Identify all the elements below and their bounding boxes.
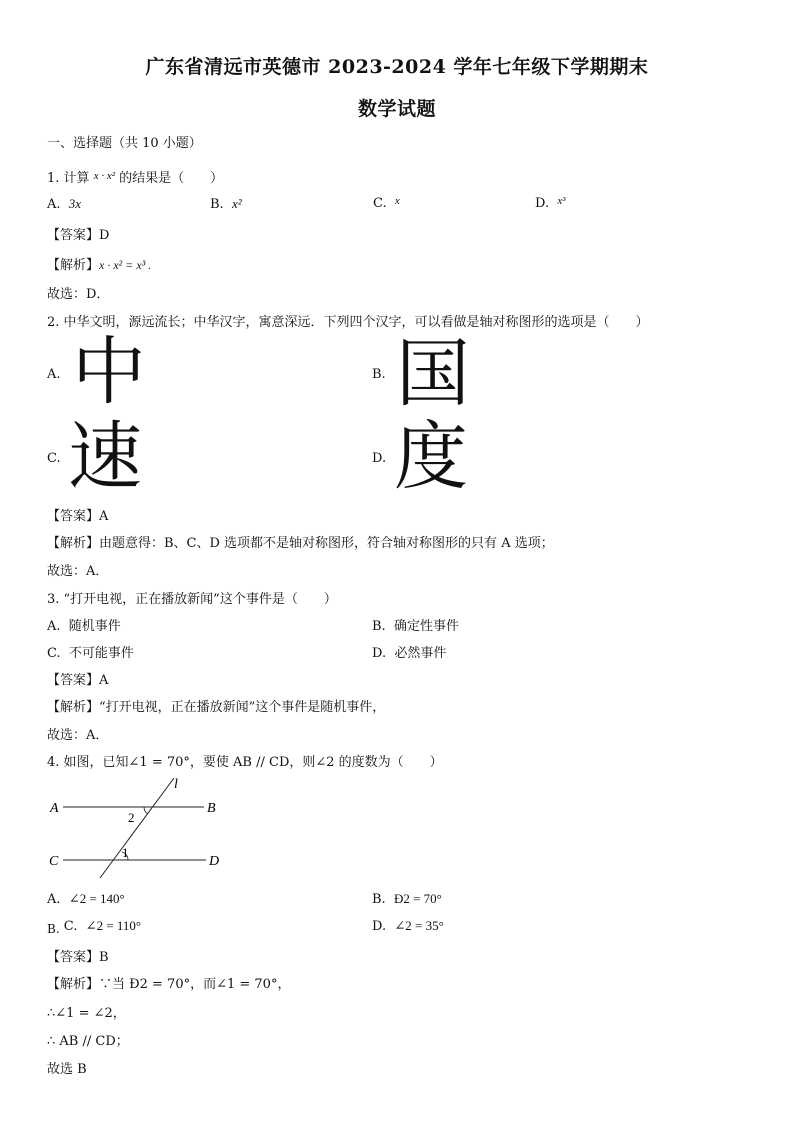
q1-analysis xyxy=(47,254,151,273)
q1-option-d xyxy=(535,196,566,211)
option-value: 3x xyxy=(68,196,82,211)
q1-stem-tail: 的结果是（ ） xyxy=(119,171,224,186)
option-text: ∠2 = 140° xyxy=(68,891,125,906)
q1-stem-text: 1. 计算 xyxy=(47,171,90,186)
q2-option-b-char: 国 xyxy=(396,331,470,417)
q2-option-c-char: 速 xyxy=(68,414,142,500)
q3-analysis: 【解析】“打开电视，正在播放新闻”这个事件是随机事件， xyxy=(47,700,386,715)
q4-option-c xyxy=(47,918,141,934)
q2-stem: 2. 中华文明，源远流长；中华汉字，寓意深远．下列四个汉字，可以看做是轴对称图形的选项是（ ） xyxy=(47,315,649,330)
option-value: x³ xyxy=(557,195,566,207)
section-heading: 一、选择题（共 10 小题） xyxy=(47,136,202,151)
q4-option-a xyxy=(47,891,125,907)
q1-option-c xyxy=(373,196,400,211)
option-letter: D. xyxy=(372,646,387,661)
option-letter: B. xyxy=(372,892,386,907)
document-subtitle: 数学试题 xyxy=(357,98,436,120)
q3-option-d xyxy=(372,642,446,661)
option-letter: D. xyxy=(372,919,387,934)
q3-stem: 3. “打开电视，正在播放新闻”这个事件是（ ） xyxy=(47,592,337,607)
analysis-label: 【解析】 xyxy=(47,258,100,273)
option-letter: C. xyxy=(373,196,387,211)
q2-option-c-letter: C. xyxy=(47,451,61,466)
label-a: A xyxy=(50,801,59,816)
q3-answer: 【答案】A xyxy=(47,673,109,688)
label-angle-1: 1 xyxy=(122,845,129,860)
option-value: x xyxy=(394,195,400,207)
option-text: 不可能事件 xyxy=(68,646,134,661)
q2-option-a-letter: A. xyxy=(47,367,61,382)
option-letter: A. xyxy=(47,197,61,212)
label-angle-2: 2 xyxy=(128,810,135,825)
option-letter: D. xyxy=(535,196,550,211)
label-c: C xyxy=(49,854,59,869)
q4-answer: 【答案】B xyxy=(47,950,109,965)
q4-option-b xyxy=(372,891,442,907)
q2-option-a-char: 中 xyxy=(72,329,146,415)
q4-stem: 4. 如图，已知∠1 = 70°，要使 AB // CD，则∠2 的度数为（ ） xyxy=(47,755,443,770)
q1-conclusion: 故选：D． xyxy=(47,287,110,302)
q4-conclusion: 故选 B xyxy=(47,1062,87,1077)
option-text: 随机事件 xyxy=(68,619,121,634)
document-title: 广东省清远市英德市 2023-2024 学年七年级下学期期末 xyxy=(145,56,649,78)
option-letter: A. xyxy=(47,619,61,634)
q3-conclusion: 故选：A． xyxy=(47,728,109,743)
q4-option-d xyxy=(372,918,444,934)
option-letter: B. xyxy=(372,619,386,634)
option-value: x² xyxy=(231,196,242,211)
q4-figure xyxy=(40,772,240,882)
q1-option-b xyxy=(210,196,242,212)
option-text: ∠2 = 35° xyxy=(394,918,444,933)
option-letter: B. xyxy=(210,197,224,212)
option-text: 必然事件 xyxy=(394,646,447,661)
option-text: Ð2 = 70° xyxy=(393,891,442,906)
option-text: 确定性事件 xyxy=(393,619,459,634)
q2-option-b-letter: B. xyxy=(372,367,386,382)
q1-answer: 【答案】D xyxy=(47,228,110,243)
option-letter: A. xyxy=(47,892,61,907)
line-l xyxy=(100,778,174,878)
q4-analysis-line-1: 【解析】∵当 Ð2 = 70°，而∠1 = 70°， xyxy=(47,977,291,992)
label-b: B xyxy=(207,801,216,816)
label-l: l xyxy=(174,777,178,792)
option-text: ∠2 = 110° xyxy=(85,918,142,933)
option-letter: C. xyxy=(47,646,61,661)
angle-2-arc xyxy=(144,807,148,814)
q2-analysis: 【解析】由题意得：B、C、D 选项都不是轴对称图形，符合轴对称图形的只有 A 选项； xyxy=(47,536,554,551)
q2-answer: 【答案】A xyxy=(47,509,109,524)
q3-option-a xyxy=(47,615,121,634)
q3-option-c xyxy=(47,642,134,661)
q3-option-b xyxy=(372,615,459,634)
q2-option-d-char: 度 xyxy=(394,414,468,500)
analysis-expression: x · x² = x³ . xyxy=(99,258,152,272)
q1-option-a xyxy=(47,196,81,212)
q1-stem xyxy=(47,167,223,186)
q1-expression: x · x² xyxy=(93,170,115,182)
option-letter: C. xyxy=(63,919,78,934)
label-d: D xyxy=(209,854,220,869)
q2-option-d-letter: D. xyxy=(372,451,387,466)
q4-analysis-line-3: ∴ AB // CD； xyxy=(47,1034,129,1049)
q2-conclusion: 故选：A． xyxy=(47,564,109,579)
q4-analysis-line-2: ∴∠1 = ∠2， xyxy=(47,1006,126,1021)
option-prefix: B. xyxy=(47,922,60,936)
